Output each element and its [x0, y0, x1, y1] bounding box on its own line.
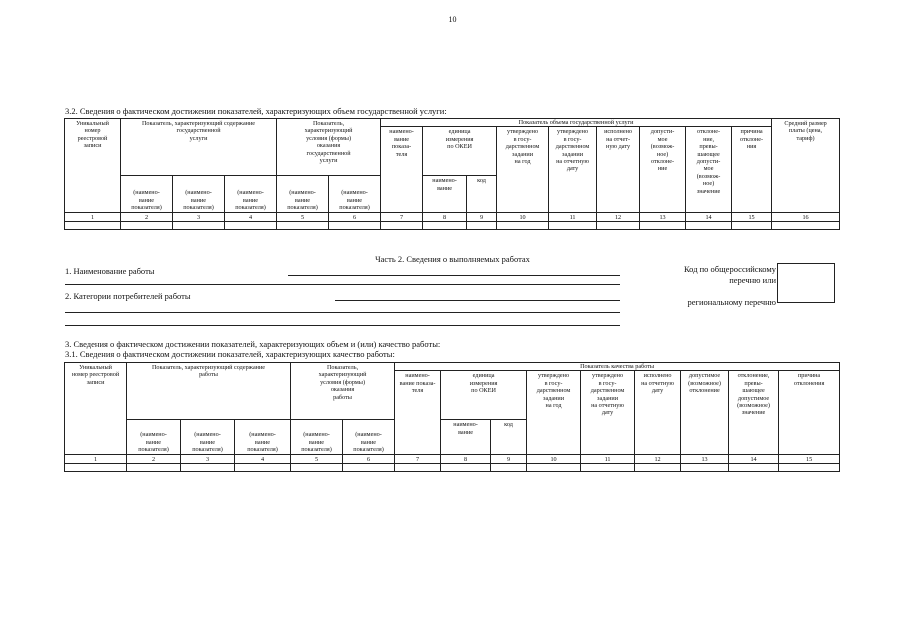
col-approved-date: утверждено в госу- дарственном задании на отчетную дату [581, 371, 635, 455]
column-number: 5 [291, 455, 343, 464]
sub-indicator-name: (наимено- вание показателя) [343, 420, 395, 455]
work-name-label: 1. Наименование работы [65, 266, 155, 276]
sub-indicator-name: (наимено- вание показателя) [329, 176, 381, 213]
col-executed: исполнено на отчетную дату [635, 371, 681, 455]
col-allowed-deviation: допустимое (возможное) отклонение [681, 371, 729, 455]
col-unit: единица измерения по ОКЕИ [441, 371, 527, 420]
column-number: 5 [277, 213, 329, 222]
header-condition-indicator: Показатель, характеризующий условия (формы) оказания государственной услуги [277, 119, 381, 176]
col-unit-name: наимено- вание [441, 420, 491, 455]
column-number: 7 [395, 455, 441, 464]
table-cell[interactable] [729, 464, 779, 472]
col-executed: исполнено на отчет- ную дату [597, 127, 640, 213]
column-number: 13 [681, 455, 729, 464]
sub-indicator-name: (наимено- вание показателя) [291, 420, 343, 455]
work-name-line [288, 275, 620, 276]
header-volume-indicator: Показатель объема государственной услуги [381, 119, 772, 127]
page-number: 10 [448, 15, 457, 24]
column-number: 1 [65, 213, 121, 222]
column-number: 14 [686, 213, 732, 222]
table-cell[interactable] [381, 222, 423, 230]
table-cell[interactable] [772, 222, 840, 230]
table-cell[interactable] [549, 222, 597, 230]
table-cell[interactable] [65, 222, 121, 230]
header-average-fee: Средний размер платы (цена, тариф) [772, 119, 840, 213]
sub-indicator-name: (наимено- вание показателя) [121, 176, 173, 213]
table-cell[interactable] [65, 464, 127, 472]
col-reason: причина отклоне- ния [732, 127, 772, 213]
col-unit-name: наимено- вание [423, 176, 467, 213]
consumers-label: 2. Категории потребителей работы [65, 291, 191, 301]
quality-indicators-table [64, 362, 840, 472]
column-number: 6 [329, 213, 381, 222]
table-cell[interactable] [329, 222, 381, 230]
consumers-line-2 [65, 312, 620, 313]
table-cell[interactable] [277, 222, 329, 230]
sub-indicator-name: (наимено- вание показателя) [277, 176, 329, 213]
table-cell[interactable] [127, 464, 181, 472]
column-number: 8 [423, 213, 467, 222]
header-quality-indicator: Показатель качества работы [395, 363, 840, 371]
column-number: 12 [597, 213, 640, 222]
header-unique-number: Уникальный номер реестровой записи [65, 363, 127, 455]
column-number: 3 [173, 213, 225, 222]
col-excess-deviation: отклоне- ние, превы- шающее допусти- мое (возмож- ное) значение [686, 127, 732, 213]
table-cell[interactable] [343, 464, 395, 472]
table-cell[interactable] [121, 222, 173, 230]
table-cell[interactable] [491, 464, 527, 472]
table-cell[interactable] [441, 464, 491, 472]
table-cell[interactable] [467, 222, 497, 230]
table-cell[interactable] [597, 222, 640, 230]
column-number: 4 [225, 213, 277, 222]
column-number: 15 [732, 213, 772, 222]
column-number: 13 [640, 213, 686, 222]
column-number: 9 [491, 455, 527, 464]
column-number: 8 [441, 455, 491, 464]
col-approved-year: утверждено в госу- дарственном задании на год [497, 127, 549, 213]
col-unit-code: код [491, 420, 527, 455]
col-indicator-name: наимено- вание показа- теля [381, 127, 423, 213]
column-number: 11 [581, 455, 635, 464]
col-unit-code: код [467, 176, 497, 213]
table-cell[interactable] [291, 464, 343, 472]
col-approved-year: утверждено в госу- дарственном задании на год [527, 371, 581, 455]
work-name-line-2 [65, 284, 620, 285]
section-3-heading: 3. Сведения о фактическом достижении показателей, характеризующих объем и (или) качество работы: [65, 339, 441, 349]
header-condition-indicator: Показатель, характеризующий условия (формы) оказания работы [291, 363, 395, 420]
column-number: 2 [127, 455, 181, 464]
code-label: Код по общероссийскому перечню или региональному перечню [683, 264, 776, 307]
table-cell[interactable] [395, 464, 441, 472]
column-number: 4 [235, 455, 291, 464]
table-cell[interactable] [779, 464, 840, 472]
column-number: 12 [635, 455, 681, 464]
table-cell[interactable] [732, 222, 772, 230]
sub-indicator-name: (наимено- вание показателя) [235, 420, 291, 455]
table-cell[interactable] [225, 222, 277, 230]
column-number: 15 [779, 455, 840, 464]
column-number: 3 [181, 455, 235, 464]
section-3-1-heading: 3.1. Сведения о фактическом достижении показателей, характеризующих качество работы: [65, 349, 395, 359]
column-number: 2 [121, 213, 173, 222]
code-box[interactable] [777, 263, 835, 303]
consumers-line [335, 300, 620, 301]
col-excess-deviation: отклонение, превы- шающее допустимое (возможное) значение [729, 371, 779, 455]
col-allowed-deviation: допусти- мое (возмож- ное) отклоне- ние [640, 127, 686, 213]
column-number: 9 [467, 213, 497, 222]
table-cell[interactable] [173, 222, 225, 230]
column-number: 10 [497, 213, 549, 222]
sub-indicator-name: (наимено- вание показателя) [225, 176, 277, 213]
col-indicator-name: наимено- вание показа- теля [395, 371, 441, 455]
col-unit: единица измерения по ОКЕИ [423, 127, 497, 176]
column-number: 16 [772, 213, 840, 222]
table-cell[interactable] [181, 464, 235, 472]
column-number: 1 [65, 455, 127, 464]
table-cell[interactable] [235, 464, 291, 472]
volume-indicators-table [64, 118, 840, 230]
table-cell[interactable] [681, 464, 729, 472]
column-number: 7 [381, 213, 423, 222]
table-cell[interactable] [581, 464, 635, 472]
header-unique-number: Уникальный номер реестровой записи [65, 119, 121, 213]
part-2-title: Часть 2. Сведения о выполняемых работах [375, 254, 530, 264]
column-number: 6 [343, 455, 395, 464]
sub-indicator-name: (наимено- вание показателя) [173, 176, 225, 213]
table-cell[interactable] [527, 464, 581, 472]
column-number: 11 [549, 213, 597, 222]
col-approved-date: утверждено в госу- дарственном задании на отчетную дату [549, 127, 597, 213]
header-content-indicator: Показатель, характеризующий содержание государственной услуги [121, 119, 277, 176]
table-cell[interactable] [635, 464, 681, 472]
table-cell[interactable] [686, 222, 732, 230]
column-number: 10 [527, 455, 581, 464]
header-content-indicator: Показатель, характеризующий содержание работы [127, 363, 291, 420]
sub-indicator-name: (наимено- вание показателя) [127, 420, 181, 455]
column-number: 14 [729, 455, 779, 464]
col-reason: причина отклонения [779, 371, 840, 455]
table-cell[interactable] [640, 222, 686, 230]
section-3-2-heading: 3.2. Сведения о фактическом достижении показателей, характеризующих объем государственной услуги: [65, 106, 447, 116]
table-cell[interactable] [497, 222, 549, 230]
table-cell[interactable] [423, 222, 467, 230]
consumers-line-3 [65, 325, 620, 326]
sub-indicator-name: (наимено- вание показателя) [181, 420, 235, 455]
